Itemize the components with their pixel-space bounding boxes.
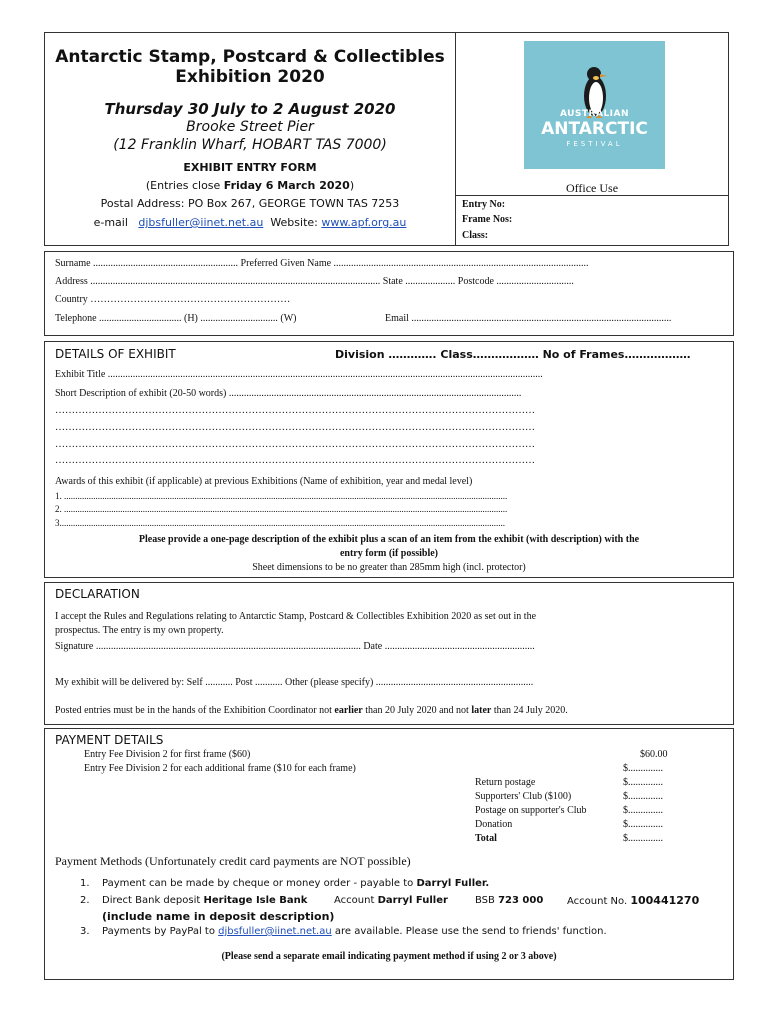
description-line[interactable]: ……………………………………………………………………………………………………………………………… — [55, 455, 535, 466]
method-1-number: 1. — [80, 878, 90, 889]
method-2-account-name: Account Darryl Fuller — [334, 895, 448, 906]
office-use-title: Office Use — [565, 181, 619, 195]
method-2-bsb: BSB 723 000 — [475, 895, 544, 906]
postal-address: Postal Address: PO Box 267, GEORGE TOWN TAS 7253 — [100, 197, 400, 210]
return-postage-label: Return postage — [475, 777, 536, 788]
entries-close: (Entries close Friday 6 March 2020) — [145, 179, 355, 192]
event-dates: Thursday 30 July to 2 August 2020 — [104, 100, 396, 118]
event-venue: Brooke Street Pier — [186, 119, 314, 135]
email-field[interactable]: Email ........................................................................................................ — [385, 313, 672, 324]
office-frame-nos: Frame Nos: — [462, 214, 513, 225]
office-entry-no: Entry No: — [462, 199, 506, 210]
event-address: (12 Franklin Wharf, HOBART TAS 7000) — [113, 137, 387, 153]
contact-links — [44, 216, 456, 229]
country-field[interactable]: Country …………………………………………………… — [55, 294, 291, 305]
short-description-field[interactable]: Short Description of exhibit (20-50 words) ..................................................................................................................... — [55, 388, 522, 399]
method-3-number: 3. — [80, 926, 90, 937]
description-line[interactable]: ……………………………………………………………………………………………………………………………… — [55, 405, 535, 416]
award-line-2[interactable]: 2. ..................................................................................................................................................................................................... — [55, 504, 508, 514]
office-class: Class: — [462, 230, 489, 241]
title-line-2: Exhibition 2020 — [175, 67, 325, 87]
method-2-account-no: Account No. 100441270 — [567, 894, 700, 907]
declaration-box — [44, 582, 734, 725]
supporters-club-value[interactable]: $.............. — [623, 791, 663, 802]
details-heading: DETAILS OF EXHIBIT — [55, 347, 176, 361]
delivery-method-field[interactable]: My exhibit will be delivered by: Self ........... Post ........... Other (please specify) ............................................................... — [55, 677, 534, 688]
fee-first-frame-label: Entry Fee Division 2 for first frame ($60) — [84, 749, 251, 760]
form-title: EXHIBIT ENTRY FORM — [183, 161, 317, 174]
sheet-dimensions-note: Sheet dimensions to be no greater than 285mm high (incl. protector) — [252, 562, 526, 573]
payment-methods-heading: Payment Methods (Unfortunately credit card payments are NOT possible) — [55, 854, 411, 868]
email-link[interactable]: djbsfuller@iinet.net.au — [138, 216, 264, 229]
fee-additional-frame-value[interactable]: $.............. — [623, 763, 663, 774]
supporters-postage-label: Postage on supporter's Club — [475, 805, 587, 816]
payment-heading: PAYMENT DETAILS — [55, 733, 164, 747]
final-note: (Please send a separate email indicating payment method if using 2 or 3 above) — [221, 951, 557, 962]
method-2-number: 2. — [80, 895, 90, 906]
exhibit-title-field[interactable]: Exhibit Title .............................................................................................................................................................................. — [55, 369, 543, 380]
donation-label: Donation — [475, 819, 513, 830]
website-label: Website: — [270, 216, 318, 229]
total-value[interactable]: $.............. — [623, 833, 663, 844]
award-line-3[interactable]: 3...................................................................................................................................................................................................... — [55, 518, 505, 528]
declaration-text-1: I accept the Rules and Regulations relating to Antarctic Stamp, Postcard & Collectibles Exhibition 2020 as set out in the — [55, 611, 537, 622]
method-2-text: Direct Bank deposit Heritage Isle Bank — [102, 895, 308, 906]
supporters-postage-value[interactable]: $.............. — [623, 805, 663, 816]
signature-date-field[interactable]: Signature .......................................................................................................... Date ............................................................ — [55, 641, 535, 652]
paypal-email-link[interactable]: djbsfuller@iinet.net.au — [218, 926, 332, 937]
logo-line-3: FESTIVAL — [566, 140, 623, 148]
declaration-text-2: prospectus. The entry is my own property. — [55, 625, 224, 636]
awards-label: Awards of this exhibit (if applicable) at previous Exhibitions (Name of exhibition, year and medal level) — [55, 476, 473, 487]
festival-logo — [524, 41, 665, 169]
declaration-heading: DECLARATION — [55, 587, 140, 601]
method-1-text: Payment can be made by cheque or money order - payable to Darryl Fuller. — [102, 878, 490, 889]
donation-value[interactable]: $.............. — [623, 819, 663, 830]
email-label: e-mail — [93, 216, 128, 229]
description-line[interactable]: ……………………………………………………………………………………………………………………………… — [55, 439, 535, 450]
supporters-club-label: Supporters' Club ($100) — [475, 791, 572, 802]
scan-note-line-1: Please provide a one-page description of the exhibit plus a scan of an item from the exhibit (with description) with the — [138, 534, 640, 545]
total-label: Total — [475, 833, 497, 844]
method-3-text: Payments by PayPal to djbsfuller@iinet.net.au are available. Please use the send to friends' function. — [102, 926, 607, 937]
posted-entries-note: Posted entries must be in the hands of the Exhibition Coordinator not earlier than 20 July 2020 and not later than 24 July 2020. — [55, 705, 568, 716]
surname-field[interactable]: Surname .......................................................... Preferred Given Name ...................................................................................................... — [55, 258, 589, 269]
description-line[interactable]: ……………………………………………………………………………………………………………………………… — [55, 422, 535, 433]
fee-additional-frame-label: Entry Fee Division 2 for each additional frame ($10 for each frame) — [84, 763, 356, 774]
return-postage-value[interactable]: $.............. — [623, 777, 663, 788]
method-2-note: (include name in deposit description) — [102, 910, 335, 923]
scan-note-line-2: entry form (if possible) — [339, 548, 439, 559]
logo-line-1: AUSTRALIAN — [559, 109, 630, 119]
website-link[interactable]: www.apf.org.au — [321, 216, 407, 229]
telephone-field[interactable]: Telephone ................................. (H) ............................... (W) — [55, 313, 297, 324]
title-line-1: Antarctic Stamp, Postcard & Collectibles — [55, 47, 445, 67]
fee-first-frame-value: $60.00 — [640, 749, 668, 760]
division-class-frames[interactable]: Division …………. Class……………… No of Frames……………… — [335, 348, 691, 361]
logo-line-2: ANTARCTIC — [541, 119, 648, 139]
address-field[interactable]: Address .................................................................................................................... State .................... Postcode ............................... — [55, 276, 574, 287]
award-line-1[interactable]: 1. ..................................................................................................................................................................................................... — [55, 491, 508, 501]
